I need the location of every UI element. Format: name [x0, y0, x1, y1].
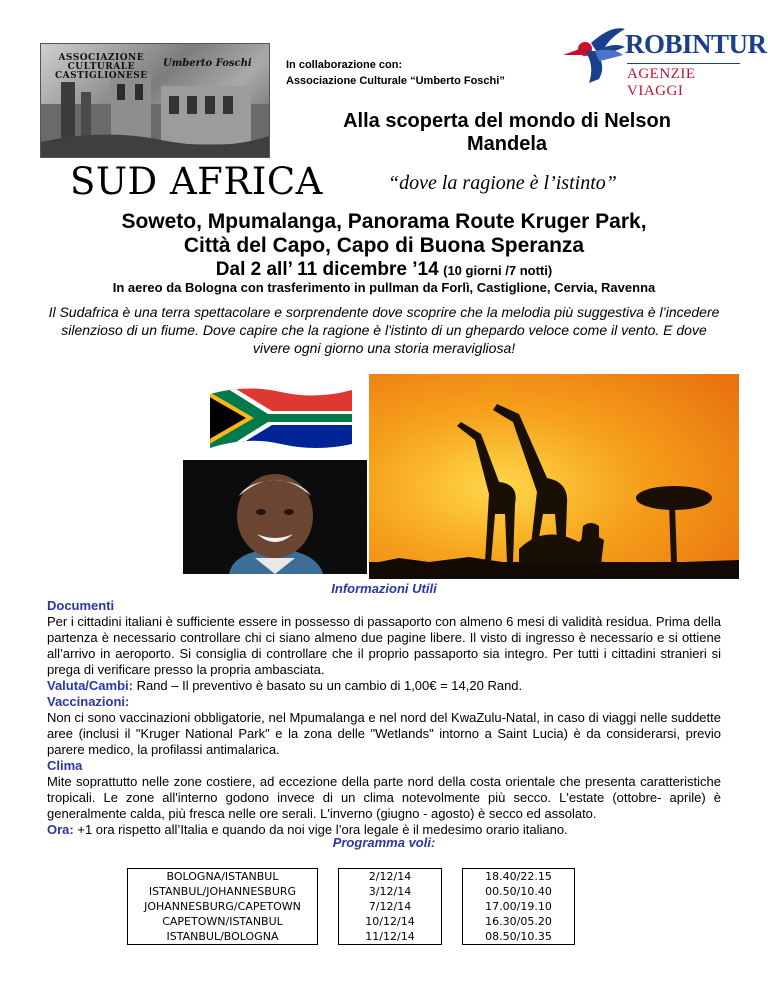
south-africa-flag-image: [206, 384, 356, 452]
giraffes-sunset-image: [369, 374, 739, 579]
association-name: ASSOCIAZIONE CULTURALE CASTIGLIONESE: [55, 53, 148, 81]
bird-icon: [555, 21, 627, 93]
flight-route: CAPETOWN/ISTANBUL: [127, 914, 318, 929]
column-gap: [318, 929, 338, 945]
flight-time: 00.50/10.40: [462, 884, 575, 899]
flight-time: 18.40/22.15: [462, 868, 575, 884]
vaccinazioni-text: Non ci sono vaccinazioni obbligatorie, nel Mpumalanga e nel nord del KwaZulu-Natal, in caso di viaggi nelle suddette aree (inclusi il "Kruger National Park" e la zona delle "Wetlands" intorno a Saint Lucia) è da considerarsi, previo parere medico, la profilassi antimalarica.: [47, 710, 721, 757]
column-gap: [318, 884, 338, 899]
ora-text: +1 ora rispetto all’Italia e quando da noi vige l’ora legale è il medesimo orario italiano.: [73, 822, 568, 837]
clima-heading: Clima: [47, 758, 83, 773]
mandela-portrait-image: [183, 460, 367, 574]
flight-program-title: Programma voli:: [332, 835, 436, 850]
column-gap: [318, 899, 338, 914]
flight-date: 3/12/14: [338, 884, 442, 899]
association-logo: [40, 43, 270, 158]
vaccinazioni-heading: Vaccinazioni:: [47, 694, 130, 709]
robintur-logo: [555, 21, 767, 99]
flight-time: 08.50/10.35: [462, 929, 575, 945]
trip-dates: Dal 2 all’ 11 dicembre ’14 (10 giorni /7 notti): [215, 259, 553, 280]
flight-route: BOLOGNA/ISTANBUL: [127, 868, 318, 884]
trip-transfer: In aereo da Bologna con trasferimento in pullman da Forlì, Castiglione, Cervia, Ravenna: [112, 280, 656, 295]
association-founder: Umberto Foschi: [163, 58, 252, 69]
info-section-title: Informazioni Utili: [331, 581, 437, 596]
flight-time: 17.00/19.10: [462, 899, 575, 914]
ora-heading: Ora:: [47, 822, 74, 837]
brand-name: ROBINTUR: [625, 29, 767, 59]
flight-route: ISTANBUL/JOHANNESBURG: [127, 884, 318, 899]
flight-route: ISTANBUL/BOLOGNA: [127, 929, 318, 945]
column-gap: [318, 868, 338, 884]
flight-date: 2/12/14: [338, 868, 442, 884]
flight-time: 16.30/05.20: [462, 914, 575, 929]
flight-date: 7/12/14: [338, 899, 442, 914]
trip-places: Soweto, Mpumalanga, Panorama Route Kruger Park, Città del Capo, Capo di Buona Speranza: [121, 210, 647, 257]
flight-row: [127, 868, 575, 884]
column-gap: [442, 914, 462, 929]
flight-table: [127, 868, 575, 945]
valuta-text: Rand – Il preventivo è basato su un cambio di 1,00€ = 14,20 Rand.: [132, 678, 523, 693]
title-motto: “dove la ragione è l’istinto”: [388, 172, 617, 194]
flight-route: JOHANNESBURG/CAPETOWN: [127, 899, 318, 914]
valuta-heading: Valuta/Cambi:: [47, 678, 133, 693]
info-section: [47, 598, 721, 838]
title-row: [70, 160, 768, 210]
flight-date: 11/12/14: [338, 929, 442, 945]
flight-row: [127, 929, 575, 945]
flight-row: [127, 899, 575, 914]
brand-subtitle: AGENZIE VIAGGI: [627, 63, 740, 100]
page-title: SUD AFRICA: [70, 160, 323, 203]
column-gap: [442, 929, 462, 945]
documenti-heading: Documenti: [47, 598, 115, 613]
column-gap: [442, 884, 462, 899]
column-gap: [442, 868, 462, 884]
flight-row: [127, 884, 575, 899]
documenti-text: Per i cittadini italiani è sufficiente essere in possesso di passaporto con almeno 6 mesi di validità residua. Prima della partenza è necessario controllare chi ci siano almeno due pagine libere. Il visto di ingresso è necessario e si ottiene all’arrivo in aeroporto. Si consiglia di controllare che il proprio passaporto sia integro. Per tutti i cittadini stranieri si prega di verificare presso la propria ambasciata.: [47, 614, 721, 677]
valuta-paragraph: [47, 678, 721, 694]
collaboration-note: In collaborazione con: Associazione Culturale “Umberto Foschi”: [286, 59, 505, 87]
flight-row: [127, 914, 575, 929]
column-gap: [318, 914, 338, 929]
intro-text: Il Sudafrica è una terra spettacolare e sorprendente dove scoprire che la melodia più suggestiva è l’incedere silenzioso di un fiume. Dove capire che la ragione è l'istinto di un ghepardo veloce come il vento. E dove vivere ogni giorno una storia meravigliosa!: [48, 304, 720, 356]
column-gap: [442, 899, 462, 914]
trip-subtitle: Alla scoperta del mondo di Nelson Mandela: [343, 110, 671, 155]
flight-date: 10/12/14: [338, 914, 442, 929]
clima-text: Mite soprattutto nelle zone costiere, ad eccezione della parte nord della costa orientale che presenta caratteristiche tropicali. Le zone all'interno godono invece di un clima notevolmente più secco. L'estate (ottobre- aprile) è generalmente calda, più fresca nelle ore serali. L'inverno (giugno - agosto) è secco ed assolato.: [47, 774, 721, 821]
